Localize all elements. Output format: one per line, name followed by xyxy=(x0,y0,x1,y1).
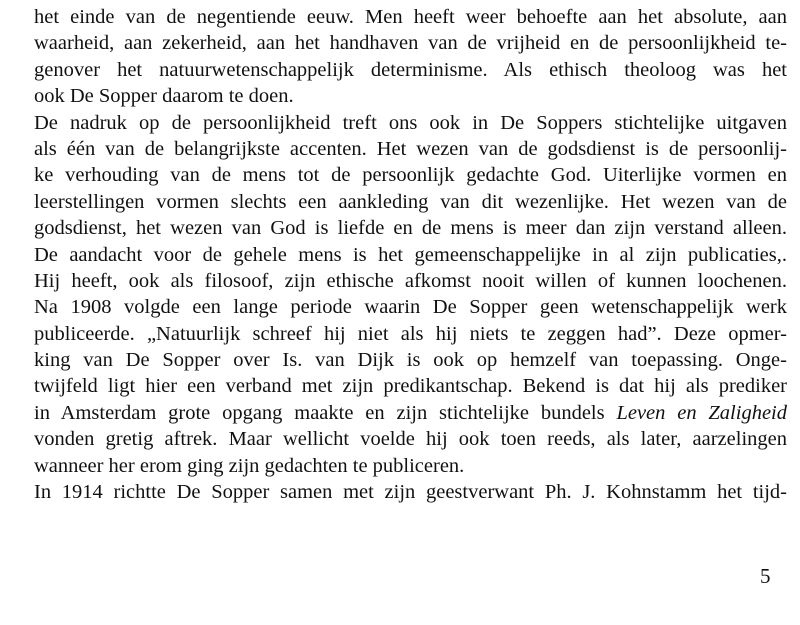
text-line: genover het natuurwetenschappelijk determinisme. Als ethisch theoloog was het xyxy=(34,58,787,81)
text-line: king van De Sopper over Is. van Dijk is ook op hemzelf van toepassing. Onge- xyxy=(34,349,787,372)
text-line: leerstellingen vormen slechts een aankleding van dit wezenlijke. Het wezen van de xyxy=(34,190,787,213)
text-line: Na 1908 volgde een lange periode waarin De Sopper geen wetenschappelijk werk xyxy=(34,296,787,319)
text-line: twijfeld ligt hier een verband met zijn predikantschap. Bekend is dat hij als prediker xyxy=(34,375,787,398)
text-line: godsdienst, het wezen van God is liefde en de mens is meer dan zijn verstand alleen. xyxy=(34,217,787,240)
text-line: als één van de belangrijkste accenten. Het wezen van de godsdienst is de persoonlij- xyxy=(34,137,787,160)
text-line: Hij heeft, ook als filosoof, zijn ethische afkomst nooit willen of kunnen loochenen. xyxy=(34,269,787,292)
text-line: wanneer her erom ging zijn gedachten te publiceren. xyxy=(34,454,465,477)
text-line-with-italic-title xyxy=(34,400,787,426)
text-line: ke verhouding van de mens tot de persoonlijk gedachte God. Uiterlijke vormen en xyxy=(34,164,787,187)
text-line: waarheid, aan zekerheid, aan het handhaven van de vrijheid en de persoonlijkheid te- xyxy=(34,32,787,55)
text-segment: in Amsterdam grote opgang maakte en zijn stichtelijke bundels xyxy=(34,401,617,424)
text-line: De aandacht voor de gehele mens is het gemeenschappelijke in al zijn publicaties,. xyxy=(34,243,787,266)
text-line: De nadruk op de persoonlijkheid treft ons ook in De Soppers stichtelijke uitgaven xyxy=(34,111,787,134)
text-line: het einde van de negentiende eeuw. Men heeft weer behoefte aan het absolute, aan xyxy=(34,6,787,28)
text-line: In 1914 richtte De Sopper samen met zijn geestverwant Ph. J. Kohnstamm het tijd- xyxy=(34,481,787,504)
text-line: ook De Sopper daarom te doen. xyxy=(34,85,294,108)
body-text xyxy=(34,4,787,505)
book-title-italic: Leven en Zaligheid xyxy=(616,401,787,424)
page-number: 5 xyxy=(760,564,771,588)
text-line: vonden gretig aftrek. Maar wellicht voelde hij ook toen reeds, als later, aarzelingen xyxy=(34,428,787,451)
text-line: publiceerde. „Natuurlijk schreef hij niet als hij niets te zeggen had”. Deze opmer- xyxy=(34,322,787,345)
